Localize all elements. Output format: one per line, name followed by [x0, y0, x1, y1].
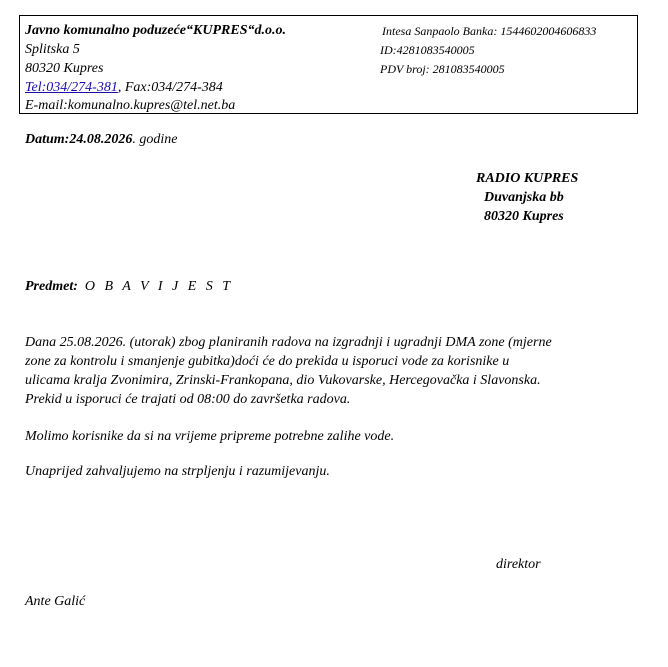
date-value: Datum:24.08.2026: [25, 132, 133, 147]
recipient-city: 80320 Kupres: [484, 209, 564, 224]
pdv-number: PDV broj: 281083540005: [380, 62, 505, 76]
date-suffix: . godine: [132, 132, 178, 147]
body-line-3: ulicama kralja Zvonimira, Zrinski-Frankopana, dio Vukovarske, Hercegovačka i Slavonska.: [25, 373, 541, 388]
signature-title: direktor: [496, 557, 541, 572]
bank-account: Intesa Sanpaolo Banka: 1544602004606833: [382, 24, 597, 38]
body-line-4: Prekid u isporuci će trajati od 08:00 do završetka radova.: [25, 392, 351, 407]
company-name: Javno komunalno poduzeće“KUPRES“d.o.o.: [25, 23, 286, 38]
request-paragraph: Molimo korisnike da si na vrijeme pripreme potrebne zalihe vode.: [25, 429, 395, 444]
subject-value: O B A V I J E S T: [84, 279, 234, 294]
recipient-name: RADIO KUPRES: [476, 171, 579, 186]
recipient-street: Duvanjska bb: [484, 190, 564, 205]
phone-link[interactable]: Tel:034/274-381: [25, 80, 118, 95]
subject-label: Predmet:: [25, 279, 78, 294]
body-line-2: zone za kontrolu i smanjenje gubitka)doći će do prekida u isporuci vode za korisnike u: [25, 354, 510, 369]
company-city: 80320 Kupres: [25, 61, 104, 76]
thanks-paragraph: Unaprijed zahvaljujemo na strpljenju i razumijevanju.: [25, 464, 330, 479]
date-line: [25, 132, 177, 148]
company-email: E-mail:komunalno.kupres@tel.net.ba: [25, 98, 236, 113]
company-contact-line: [25, 78, 223, 97]
fax-number: , Fax:034/274-384: [117, 80, 223, 95]
company-street: Splitska 5: [25, 42, 80, 57]
company-id: ID:4281083540005: [380, 43, 475, 57]
subject-line: [25, 279, 233, 295]
body-line-1: Dana 25.08.2026. (utorak) zbog planiranih radova na izgradnji i ugradnji DMA zone (mjerne: [25, 335, 552, 350]
signature-name: Ante Galić: [25, 594, 86, 609]
